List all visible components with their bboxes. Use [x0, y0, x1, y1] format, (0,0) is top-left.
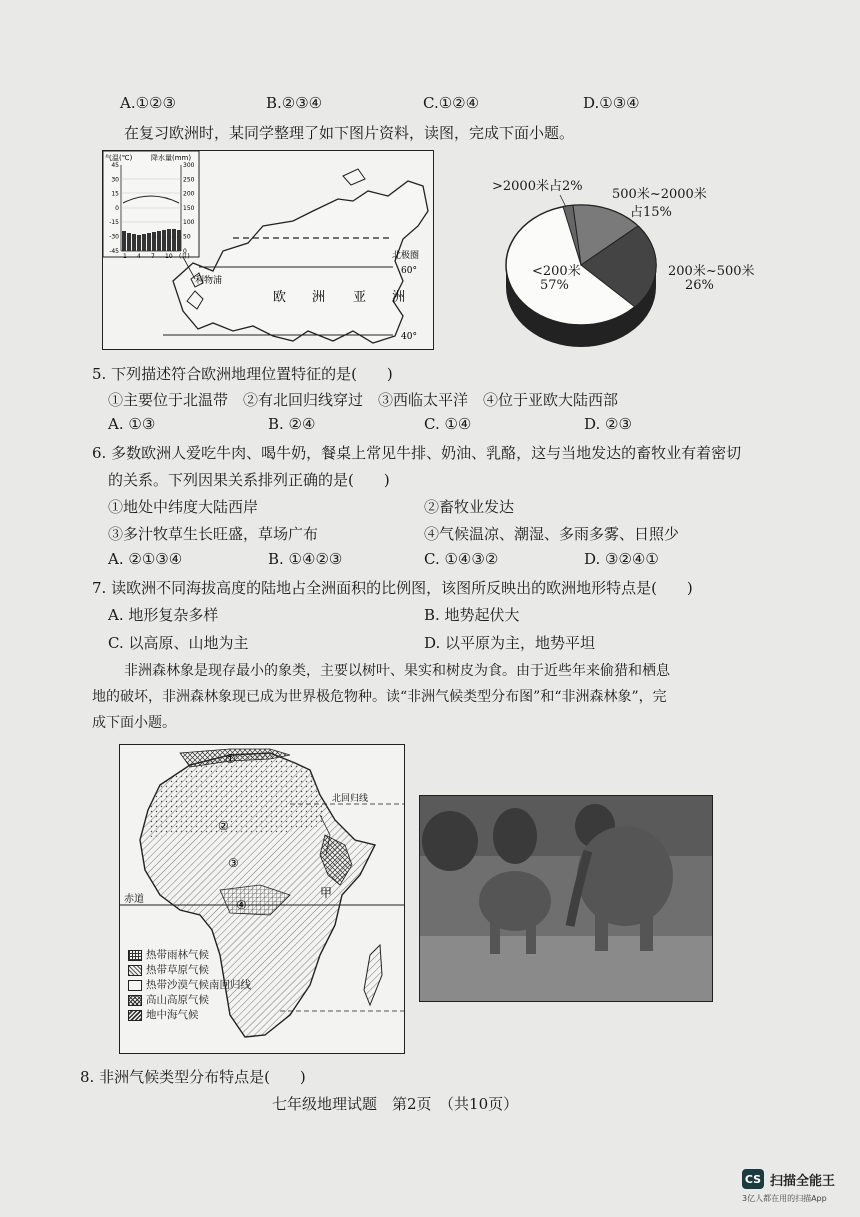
pie-label-under200: <200米 — [532, 264, 581, 279]
equator-label: 赤道 — [124, 894, 144, 905]
pie-label-under200-pct: 57% — [540, 278, 569, 293]
legend-savanna: 热带草原气候 — [128, 963, 251, 978]
q7-option-a: A. 地形复杂多样 — [108, 606, 219, 624]
africa-zone-3: ③ — [228, 856, 239, 870]
climate-left-tick: -15 — [109, 219, 119, 227]
climate-right-tick: 300 — [183, 162, 195, 169]
lat-40-label: 40° — [401, 332, 417, 342]
q7-option-c: C. 以高原、山地为主 — [108, 634, 249, 652]
pie-label-500-2000: 500米~2000米 — [612, 187, 707, 202]
pie-label-500-2000-pct: 占15% — [630, 205, 672, 220]
europe-map-svg — [103, 151, 433, 349]
q5-option-b: B. ②④ — [268, 415, 316, 433]
tropic-of-cancer-label: 北回归线 — [332, 794, 369, 804]
climate-right-tick: 200 — [183, 190, 195, 198]
pie-label-200-500: 200米~500米 — [668, 264, 755, 279]
q4-option-b: B.②③④ — [266, 94, 323, 112]
climate-left-tick: 15 — [111, 190, 119, 198]
q6-statement-2: ②畜牧业发达 — [424, 498, 515, 516]
asia-label: 亚 洲 — [353, 290, 406, 305]
africa-climate-map — [119, 744, 405, 1054]
q5-option-a: A. ①③ — [108, 415, 156, 433]
climate-right-tick: 150 — [183, 204, 195, 212]
camscanner-logo-icon: CS — [742, 1169, 764, 1189]
city-label-liverpool: 利物浦 — [195, 276, 223, 286]
legend-rainforest: 热带雨林气候 — [128, 948, 251, 963]
q6-option-a: A. ②①③④ — [108, 550, 183, 568]
q5-option-d: D. ②③ — [584, 415, 632, 433]
climate-right-tick: 100 — [183, 219, 195, 227]
climate-right-tick: 0 — [183, 247, 187, 255]
q6-statement-1: ①地处中纬度大陆西岸 — [108, 498, 259, 516]
q4-option-c: C.①②④ — [423, 94, 480, 112]
q7-option-b: B. 地势起伏大 — [424, 606, 520, 624]
africa-intro-line2: 地的破坏，非洲森林象现已成为世界极危物种。读“非洲气候类型分布图”和“非洲森林象”，完 — [92, 689, 667, 705]
climate-x-tick: 1 — [123, 253, 127, 260]
africa-label-jia: 甲 — [320, 886, 333, 900]
q6-statement-4: ④气候温凉、潮湿、多雨多雾、日照少 — [424, 525, 680, 543]
page-footer: 七年级地理试题 第2页 （共10页） — [272, 1095, 519, 1113]
forest-elephant-photo — [419, 795, 713, 1002]
q7-option-d: D. 以平原为主，地势平坦 — [424, 634, 596, 652]
africa-zone-4: ④ — [236, 898, 247, 912]
europe-map-figure — [102, 150, 434, 350]
climate-x-tick: 7 — [151, 253, 155, 260]
pie-label-over2000: >2000米占2% — [492, 179, 583, 194]
legend-mediterranean: 地中海气候 — [128, 1008, 251, 1023]
q5-stem: 5. 下列描述符合欧洲地理位置特征的是( ) — [92, 365, 393, 383]
q6-stem-line2: 的关系。下列因果关系排列正确的是( ) — [108, 471, 390, 489]
elevation-pie-figure — [480, 165, 755, 355]
q6-stem-line1: 6. 多数欧洲人爱吃牛肉、喝牛奶，餐桌上常见牛排、奶油、乳酪，这与当地发达的畜牧业有着密切 — [92, 444, 742, 462]
arctic-circle-label: 北极圈 — [392, 251, 420, 261]
climate-rain-unit: 降水量(mm) — [151, 154, 192, 162]
scanner-app-name: 扫描全能王 — [770, 1173, 836, 1189]
q6-option-b: B. ①④②③ — [268, 550, 343, 568]
europe-label: 欧 洲 — [273, 290, 326, 305]
climate-left-tick: -45 — [109, 247, 119, 255]
climate-left-tick: 0 — [115, 204, 119, 212]
europe-intro: 在复习欧洲时，某同学整理了如下图片资料，读图，完成下面小题。 — [124, 124, 575, 142]
q4-option-a: A.①②③ — [120, 94, 176, 112]
africa-intro-line3: 成下面小题。 — [92, 715, 176, 731]
q8-stem: 8. 非洲气候类型分布特点是( ) — [80, 1068, 306, 1086]
legend-highland: 高山高原气候 — [128, 993, 251, 1008]
africa-map-legend — [128, 948, 251, 1023]
q5-option-c: C. ①④ — [424, 415, 472, 433]
climate-right-tick: 250 — [183, 176, 195, 184]
climate-left-tick: 30 — [111, 176, 119, 184]
q6-option-d: D. ③②④① — [584, 550, 659, 568]
elephant-photo-svg — [420, 796, 712, 1001]
climate-temp-unit: 气温(℃) — [105, 154, 133, 162]
climate-right-tick: 50 — [183, 233, 191, 241]
q7-stem: 7. 读欧洲不同海拔高度的陆地占全洲面积的比例图，该图所反映出的欧洲地形特点是( ) — [92, 579, 693, 597]
africa-zone-2: ② — [218, 819, 229, 833]
pie-label-200-500-pct: 26% — [685, 278, 714, 293]
q4-option-d: D.①③④ — [583, 94, 640, 112]
africa-intro-line1: 非洲森林象是现存最小的象类，主要以树叶、果实和树皮为食。由于近些年来偷猎和栖息 — [124, 663, 670, 679]
q5-statements: ①主要位于北温带 ②有北回归线穿过 ③西临太平洋 ④位于亚欧大陆西部 — [108, 391, 619, 409]
lat-60-label: 60° — [401, 266, 417, 276]
scanner-badge — [742, 1169, 835, 1189]
climate-x-tick: 4 — [137, 253, 141, 260]
climate-x-tick: (月) — [179, 253, 190, 260]
legend-desert: 热带沙漠气候南回归线 — [128, 978, 251, 993]
scanner-app-tagline: 3亿人都在用的扫描App — [742, 1194, 827, 1203]
q6-option-c: C. ①④③② — [424, 550, 499, 568]
africa-zone-1: ① — [225, 752, 236, 766]
climate-left-tick: 45 — [111, 162, 119, 169]
climate-left-tick: -30 — [109, 233, 119, 241]
q6-statement-3: ③多汁牧草生长旺盛，草场广布 — [108, 525, 319, 543]
climate-x-tick: 10 — [165, 253, 173, 260]
